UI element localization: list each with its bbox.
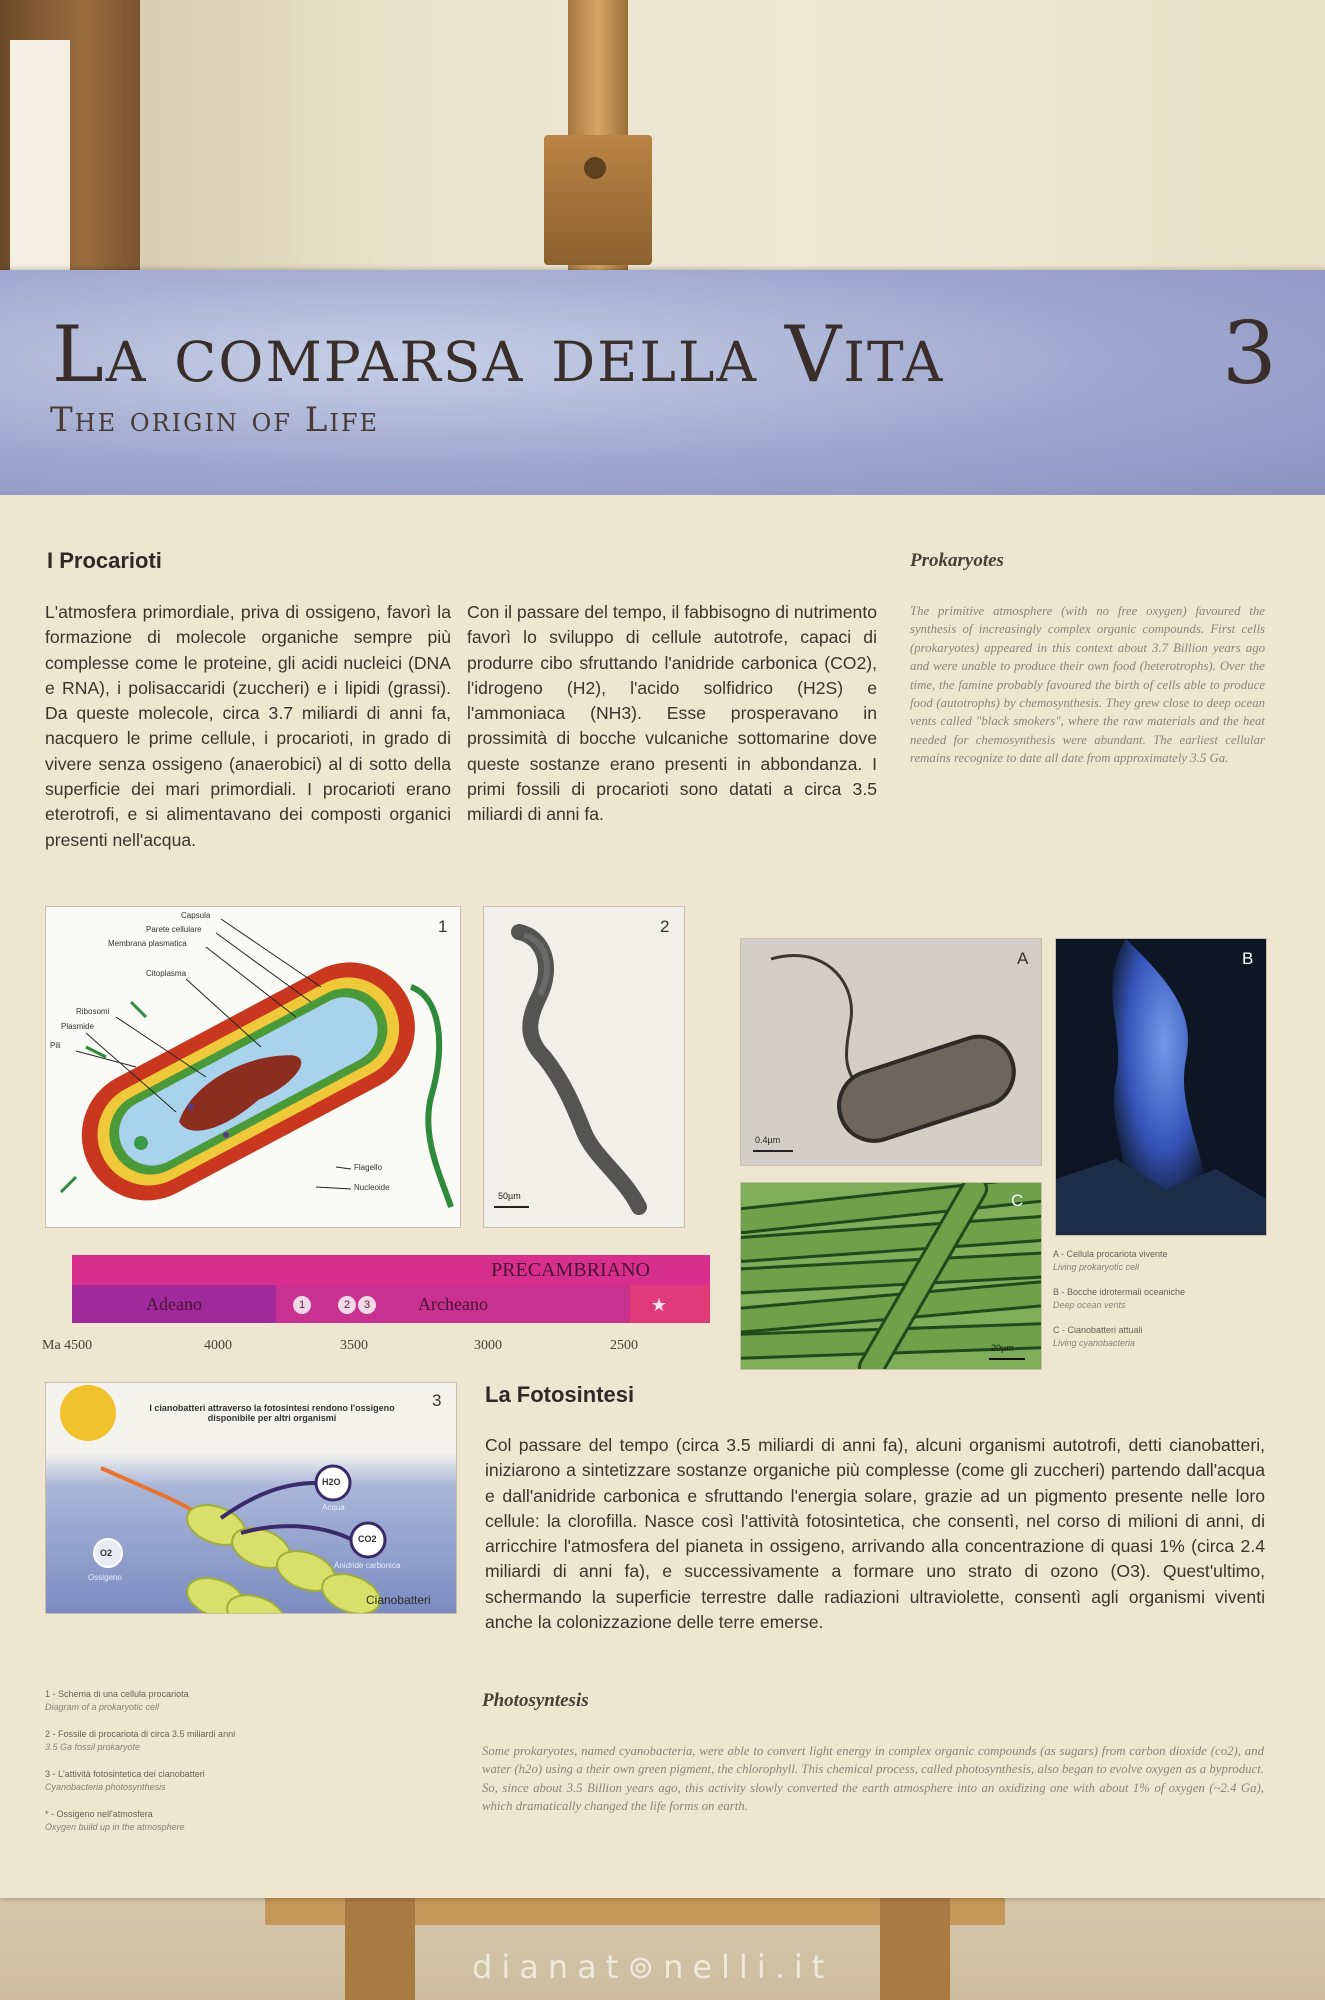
- figure-b-ocean-vent: [1055, 938, 1267, 1236]
- legend-a: A - Cellula procariota vivente Living prokaryotic cell: [1053, 1249, 1168, 1272]
- prokaryotes-text: The primitive atmosphere (with no free oxygen) favoured the synthesis of increasingly complex organic compounds. First cells (prokaryotes) appeared in this context about 3.7 Billion years ago and were unable to produce their own food (heterotrophs). Over the time, the famine probably favoured the birth of cells able to produce food (autotrophs) by chemosynthesis. They grew close to deep ocean vents called "black smokers", where the raw materials and the heat needed for chemosynthesis were abundant. The earliest cellular remains recognize to date all date from approximately 3.5 Ga.: [910, 604, 1265, 766]
- cell-diagram-svg: [46, 907, 460, 1227]
- label-citoplasma: Citoplasma: [146, 969, 187, 978]
- legend-numbers: [45, 1688, 315, 1834]
- easel-leg-left: [345, 1885, 415, 2000]
- clamp-knob: [584, 157, 606, 179]
- label-pili: Pili: [50, 1041, 61, 1050]
- label-plasmide: Plasmide: [61, 1022, 94, 1031]
- photosynthesis-heading: Photosyntesis: [482, 1690, 589, 1711]
- timeline-marker-star: ★: [650, 1295, 668, 1315]
- label-membrana: Membrana plasmatica: [108, 939, 187, 948]
- figure-2-fossil: [483, 906, 685, 1228]
- cyanobacteria-svg: [741, 1183, 1041, 1369]
- fotosintesi-text: Col passare del tempo (circa 3.5 miliardi di anni fa), alcuni organismi autotrofi, detti cianobatteri, iniziarono a sintetizzare sostanze organiche più complesse (come gli zuccheri) partendo dall'acqua e dall'anidride carbonica e sfruttando l'energia solare, grazie ad un pigmento presente nelle loro cellule: la clorofilla. Nasce così l'attività fotosintetica, che consentì, nel corso di milioni di anni, di arricchire l'atmosfera del pianeta in ossigeno, arrivando alla concentrazione di quasi 1% (circa 2.4 miliardi di anni fa), e successivamente a formare uno strato di ozono (O3). Quest'ultimo, schermando la superficie terrestre dalle radiazioni ultraviolette, consentì agli organismi viventi anche la colonizzazione delle terre emerse.: [485, 1435, 1265, 1633]
- timeline-tick-2500: 2500: [610, 1338, 638, 1353]
- wall-background: [0, 0, 1325, 300]
- figure-1-cell-diagram: [45, 906, 461, 1228]
- figure-3-number: 3: [432, 1391, 442, 1410]
- legend-2: 2 - Fossile di procariota di circa 3.5 miliardi anni 3.5 Ga fossil prokaryote: [45, 1729, 236, 1752]
- figure-a-living-cell: [740, 938, 1042, 1166]
- label-capsula: Capsula: [181, 911, 211, 920]
- window-frame: [0, 0, 140, 300]
- figure-b-letter: B: [1242, 949, 1254, 968]
- easel-leg-right: [880, 1885, 950, 2000]
- legend-abc: [1053, 1248, 1273, 1350]
- legend-4: * - Ossigeno nell'atmosfera Oxygen build up in the atmosphere: [45, 1809, 185, 1832]
- timeline-tick-4500: Ma 4500: [42, 1338, 93, 1353]
- procarioti-heading: I Procarioti: [47, 548, 162, 573]
- title-banner: [0, 270, 1325, 495]
- figure-3-o2: O2: [100, 1548, 113, 1558]
- figure-3-acqua: Acqua: [322, 1503, 345, 1512]
- panel-number: 3: [1222, 304, 1277, 404]
- figure-2-scale: 50µm: [498, 1191, 521, 1201]
- timeline-tick-3000: 3000: [474, 1338, 502, 1353]
- fossil-svg: [484, 907, 684, 1227]
- figure-3-photosynthesis: [45, 1382, 457, 1614]
- figure-3-caption: I cianobatteri attraverso la fotosintesi rendono l'ossigeno disponibile per altri organismi: [149, 1403, 395, 1423]
- panel-title: La comparsa della Vita: [52, 310, 945, 400]
- figure-3-anidride: Anidride carbonica: [334, 1561, 401, 1570]
- figure-c-cyanobacteria: [740, 1182, 1042, 1370]
- figure-c-scale: 20µm: [991, 1343, 1014, 1353]
- photographer-watermark: dianat⊚nelli.it: [472, 1948, 834, 1986]
- living-cell-svg: [741, 939, 1041, 1165]
- label-flagello: Flagello: [354, 1163, 383, 1172]
- label-nucleoide: Nucleoide: [354, 1183, 390, 1192]
- prokaryotes-heading: Prokaryotes: [910, 550, 1004, 571]
- timeline-tick-3500: 3500: [340, 1338, 368, 1353]
- timeline-marker-1: 1: [293, 1296, 311, 1314]
- figure-1-number: 1: [438, 917, 448, 936]
- timeline-marker-2: 2: [338, 1296, 356, 1314]
- procarioti-text-col1: L'atmosfera primordiale, priva di ossigeno, favorì la formazione di molecole organiche sempre più complesse come le proteine, gli acidi nucleici (DNA e RNA), i polisaccaridi (zuccheri) e i lipidi (grassi). Da queste molecole, circa 3.7 miliardi di anni fa, nacquero le prime cellule, i procarioti, in grado di vivere senza ossigeno (anaerobici) al di sotto della superficie dei mari primordiali. I procarioti erano eterotrofi, e si alimentavano dei composti organici presenti nell'acqua.: [45, 602, 451, 850]
- panel-subtitle: The origin of Life: [50, 400, 379, 440]
- ocean-vent-svg: [1056, 939, 1266, 1235]
- figure-2-number: 2: [660, 917, 670, 936]
- label-parete: Parete cellulare: [146, 925, 202, 934]
- legend-3: 3 - L'attività fotosintetica dei cianobatteri Cyanobacteria photosynthesis: [45, 1769, 205, 1792]
- legend-c: C - Cianobatteri attuali Living cyanobacteria: [1053, 1325, 1143, 1348]
- fotosintesi-heading: La Fotosintesi: [485, 1382, 635, 1407]
- poster-board: [0, 270, 1325, 1898]
- figure-3-ossigeno: Ossigeno: [88, 1573, 122, 1582]
- timeline-marker-3: 3: [358, 1296, 376, 1314]
- timeline-archeano: Archeano: [276, 1285, 630, 1323]
- photosynthesis-text: Some prokaryotes, named cyanobacteria, were able to convert light energy in complex organic compounds (as sugars) from carbon dioxide (co2), and water (h2o) using a their own green pigment, the chlorophyll. This chemical process, called photosynthesis, also began to evolve oxygen as a byproduct. So, since about 3.5 Billion years ago, this activity slowly converted the earth atmosphere into an oxidizing one with about 1% of oxygen (~2.4 Ga), which dramatically changed the life forms on earth.: [482, 1744, 1264, 1814]
- procarioti-text-col2: Con il passare del tempo, il fabbisogno di nutrimento favorì lo sviluppo di cellule autotrofe, capaci di produrre cibo sfruttando l'anidride carbonica (CO2), l'idrogeno (H2), l'acido solfidrico (H2S) e l'ammoniaca (NH3). Esse prosperavano in prossimità di bocche vulcaniche sottomarine dove queste sostanze erano presenti in abbondanza. I primi fossili di procarioti sono datati a circa 3.5 miliardi di anni fa.: [467, 602, 877, 825]
- timeline-proterozoic-start: [630, 1285, 710, 1323]
- figure-a-letter: A: [1017, 949, 1029, 968]
- timeline-tick-4000: 4000: [204, 1338, 232, 1353]
- figure-a-scale: 0.4µm: [755, 1135, 781, 1145]
- figure-c-letter: C: [1011, 1191, 1024, 1210]
- timeline-adeano: Adeano: [72, 1285, 276, 1323]
- figure-3-h2o: H2O: [322, 1477, 341, 1487]
- figure-3-cianobatteri: Cianobatteri: [366, 1593, 431, 1607]
- easel-clamp: [544, 135, 652, 265]
- timeline-era: PRECAMBRIANO: [72, 1255, 710, 1285]
- legend-1: 1 - Schema di una cellula procariota Diagram of a prokaryotic cell: [45, 1689, 189, 1712]
- legend-b: B - Bocche idrotermali oceaniche Deep ocean vents: [1053, 1287, 1186, 1310]
- figure-3-co2: CO2: [358, 1534, 377, 1544]
- label-ribosomi: Ribosomi: [76, 1007, 110, 1016]
